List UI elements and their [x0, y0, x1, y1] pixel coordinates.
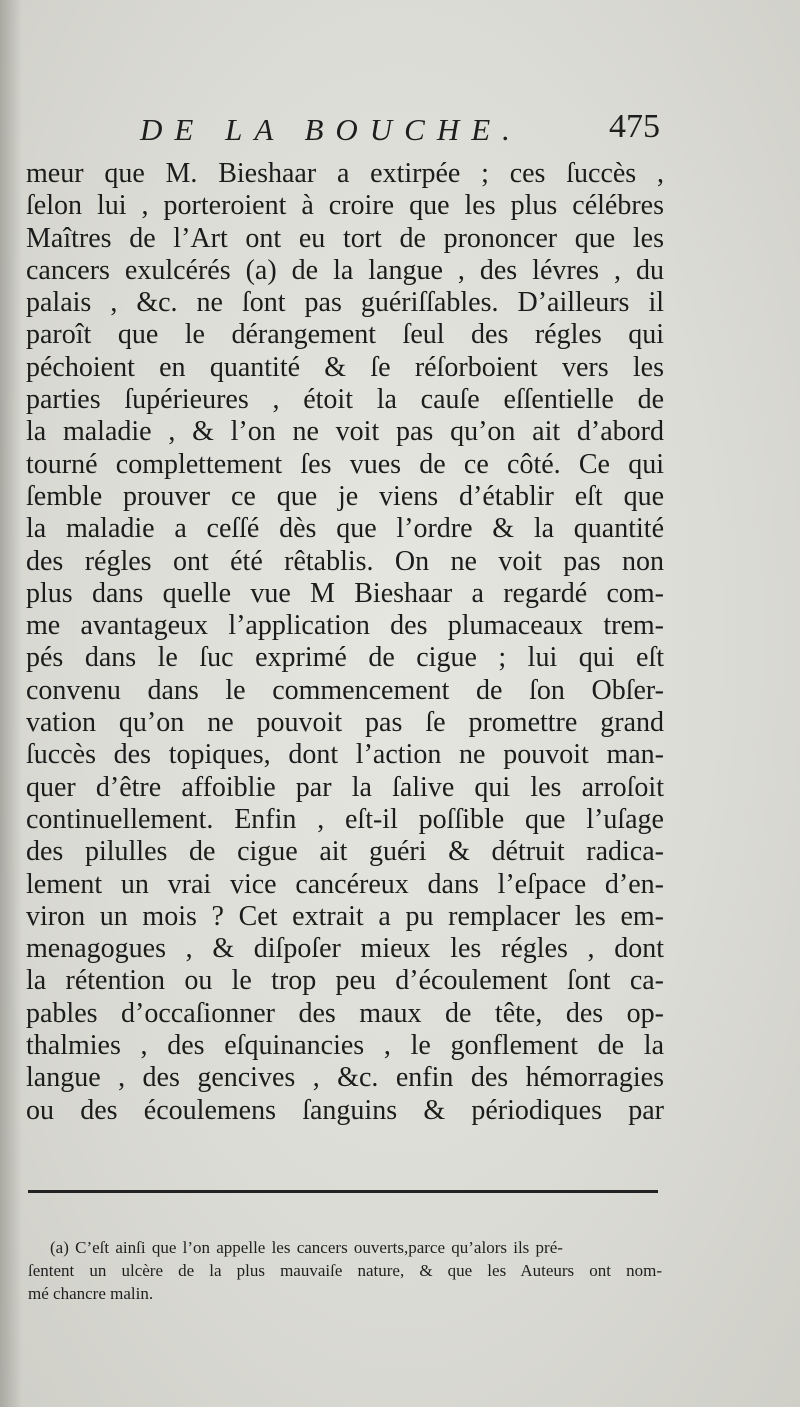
text-line: tourné complettement ſes vues de ce côté. Ce qui	[26, 448, 664, 480]
text-line: ſelon lui , porteroient à croire que les plus célébres	[26, 190, 664, 222]
text-line: pés dans le ſuc exprimé de cigue ; lui qui eſt	[26, 642, 664, 674]
text-line: palais , &c. ne ſont pas guériſſables. D’ailleurs il	[26, 287, 664, 319]
text-line: menagogues , & diſpoſer mieux les régles , dont	[26, 933, 664, 965]
footnote-line: ſentent un ulcère de la plus mauvaiſe nature, & que les Auteurs ont nom-	[28, 1261, 662, 1280]
footnote	[28, 1236, 662, 1305]
text-line: cancers exulcérés (a) de la langue , des lévres , du	[26, 254, 664, 286]
text-line: vation qu’on ne pouvoit pas ſe promettre grand	[26, 707, 664, 739]
footnote-line: mé chancre malin.	[28, 1284, 154, 1303]
text-line: ou des écoulemens ſanguins & périodiques par	[26, 1094, 664, 1126]
text-line: parties ſupérieures , étoit la cauſe eſſentielle de	[26, 384, 664, 416]
text-line: langue , des gencives , &c. enfin des hémorragies	[26, 1062, 664, 1094]
text-line: la maladie , & l’on ne voit pas qu’on ait d’abord	[26, 416, 664, 448]
text-line: la rétention ou le trop peu d’écoulement ſont ca-	[26, 965, 664, 997]
page-number: 475	[609, 108, 660, 145]
footnote-line: (a) C’eſt ainſi que l’on appelle les cancers ouverts,parce qu’alors ils pré-	[50, 1238, 563, 1257]
text-line: quer d’être affoiblie par la ſalive qui les arroſoit	[26, 771, 664, 803]
text-line: thalmies , des eſquinancies , le gonflement de la	[26, 1030, 664, 1062]
text-line: plus dans quelle vue M Bieshaar a regardé com-	[26, 577, 664, 609]
running-head	[140, 108, 660, 156]
text-line: ſemble prouver ce que je viens d’établir eſt que	[26, 480, 664, 512]
text-line: viron un mois ? Cet extrait a pu remplacer les em-	[26, 900, 664, 932]
running-title: DE LA BOUCHE.	[140, 112, 522, 147]
text-line: convenu dans le commencement de ſon Obſer-	[26, 674, 664, 706]
text-line: péchoient en quantité & ſe réſorboient vers les	[26, 351, 664, 383]
text-line: meur que M. Bieshaar a extirpée ; ces ſuccès ,	[26, 158, 664, 189]
text-line: paroît que le dérangement ſeul des régles qui	[26, 319, 664, 351]
footnote-rule	[28, 1190, 658, 1193]
text-line: des pilulles de cigue ait guéri & détruit radica-	[26, 836, 664, 868]
body-text	[26, 158, 664, 1127]
text-line: la maladie a ceſſé dès que l’ordre & la quantité	[26, 513, 664, 545]
text-line: lement un vrai vice cancéreux dans l’eſpace d’en-	[26, 868, 664, 900]
text-line: ſuccès des topiques, dont l’action ne pouvoit man-	[26, 739, 664, 771]
text-line: pables d’occaſionner des maux de tête, des op-	[26, 997, 664, 1029]
text-line: continuellement. Enfin , eſt-il poſſible que l’uſage	[26, 803, 664, 835]
text-line: des régles ont été rêtablis. On ne voit pas non	[26, 545, 664, 577]
text-line: Maîtres de l’Art ont eu tort de prononcer que les	[26, 222, 664, 254]
text-line: me avantageux l’application des plumaceaux trem-	[26, 610, 664, 642]
